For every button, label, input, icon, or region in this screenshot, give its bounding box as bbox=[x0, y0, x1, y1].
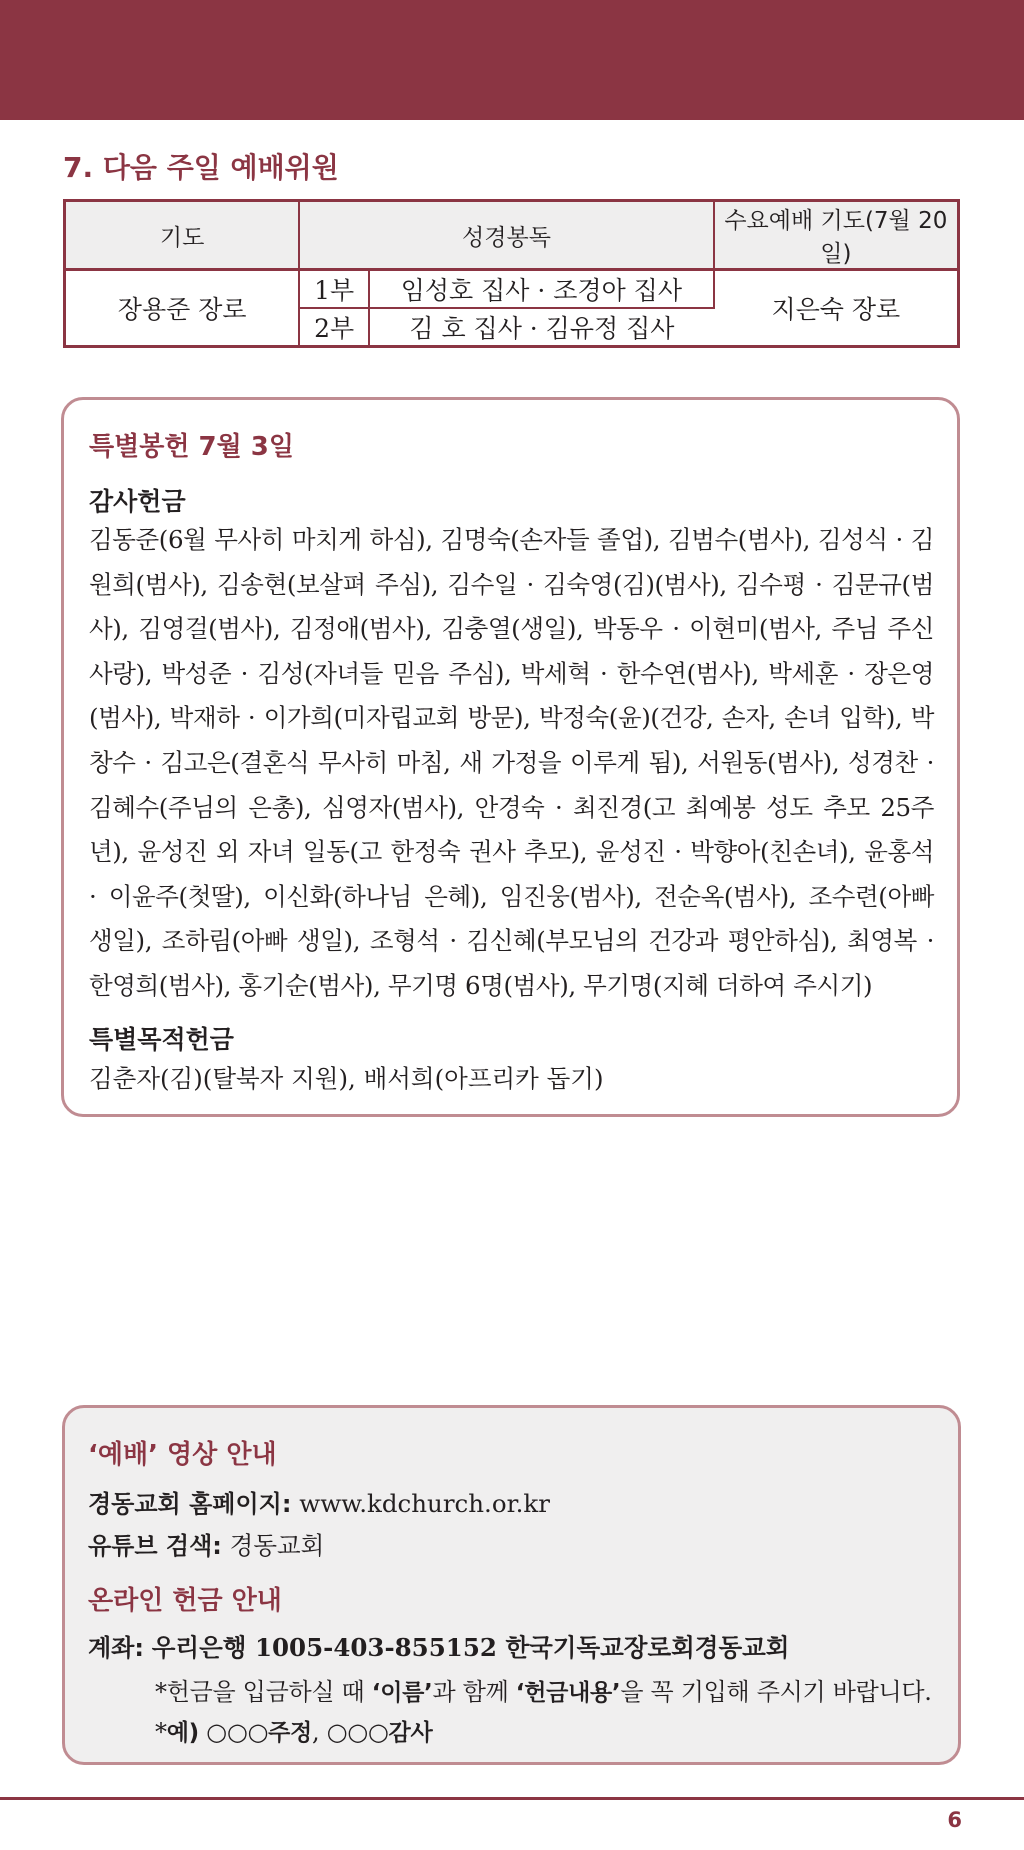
note1-part-c: 과 함께 bbox=[432, 1678, 516, 1706]
header-wednesday-prayer: 수요예배 기도(7월 20일) bbox=[714, 201, 959, 270]
example-note bbox=[155, 1714, 432, 1747]
youtube-label: 유튜브 검색: bbox=[88, 1532, 222, 1560]
note1-name-emphasis: ‘이름’ bbox=[371, 1680, 433, 1706]
online-guide-box bbox=[62, 1405, 961, 1765]
note1-part-a: *헌금을 입금하실 때 bbox=[155, 1678, 372, 1706]
thanks-offering-list: 김동준(6월 무사히 마치게 하심), 김명숙(손자들 졸업), 김범수(범사), 김성식 · 김원희(범사), 김송현(보살펴 주심), 김수일 · 김숙영(김)(범사), 김수평 · 김문규(범사), 김영걸(범사), 김정애(범사), 김충열(생일), 박동우 · 이현미(범사, 주님 주신 사랑), 박성준 · 김성(자녀들 믿음 주심), 박세혁 · 한수연(범사), 박세훈 · 장은영(범사), 박재하 · 이가희(미자립교회 방문), 박정숙(윤)(건강, 손자, 손녀 입학), 박창수 · 김고은(결혼식 무사히 마침, 새 가정을 이루게 됨), 서원동(범사), 성경찬 · 김혜수(주님의 은총), 심영자(범사), 안경숙 · 최진경(고 최예봉 성도 추모 25주년), 윤성진 외 자녀 일동(고 한정숙 권사 추모), 윤성진 · 박향아(친손녀), 윤홍석 · 이윤주(첫딸), 이신화(하나님 은혜), 임진웅(범사), 전순옥(범사), 조수련(아빠 생일), 조하림(아빠 생일), 조형석 · 김신혜(부모님의 건강과 평안하심), 최영복 · 한영희(범사), 홍기순(범사), 무기명 6명(범사), 무기명(지혜 더하여 주시기) bbox=[89, 525, 934, 1000]
account-label: 계좌: bbox=[88, 1634, 144, 1662]
special-purpose-list: 김춘자(김)(탈북자 지원), 배서희(아프리카 돕기) bbox=[89, 1064, 604, 1093]
wednesday-leader: 지은숙 장로 bbox=[771, 295, 901, 324]
readers-part-1: 임성호 집사 · 조경아 집사 bbox=[369, 270, 714, 309]
special-offering-box bbox=[61, 397, 960, 1117]
header-reading: 성경봉독 bbox=[299, 201, 713, 270]
note2-part-c: ○○○ bbox=[198, 1718, 269, 1746]
note2-example-1: 주정 bbox=[268, 1720, 312, 1746]
account-value: 우리은행 1005-403-855152 한국기독교장로회경동교회 bbox=[151, 1633, 790, 1662]
service-part-1: 1부 bbox=[299, 270, 369, 309]
online-offering-title: 온라인 헌금 안내 bbox=[88, 1586, 282, 1616]
note2-part-a: * bbox=[155, 1718, 167, 1746]
readers-part-2: 김 호 집사 · 김유정 집사 bbox=[409, 314, 675, 343]
note1-content-emphasis: ‘헌금내용’ bbox=[515, 1680, 621, 1706]
special-purpose-heading: 특별목적헌금 bbox=[89, 1025, 234, 1054]
homepage-line bbox=[88, 1484, 550, 1519]
worship-roster-table bbox=[63, 199, 960, 348]
header-prayer: 기도 bbox=[65, 201, 300, 270]
video-guide-title: ‘예배’ 영상 안내 bbox=[88, 1440, 277, 1470]
service-part-2: 2부 bbox=[299, 308, 369, 347]
prayer-leader: 장용준 장로 bbox=[65, 270, 300, 347]
section-title: 7. 다음 주일 예배위원 bbox=[63, 151, 339, 184]
footer-rule bbox=[0, 1797, 1024, 1800]
note2-part-e: , ○○○ bbox=[311, 1718, 389, 1746]
page-number: 6 bbox=[947, 1808, 962, 1832]
youtube-value: 경동교회 bbox=[229, 1531, 325, 1560]
note2-example-label: 예) bbox=[166, 1720, 199, 1746]
note1-part-e: 을 꼭 기입해 주시기 바랍니다. bbox=[620, 1678, 932, 1706]
homepage-label: 경동교회 홈페이지: bbox=[88, 1490, 292, 1518]
thanks-offering-heading: 감사헌금 bbox=[89, 487, 186, 516]
deposit-note bbox=[155, 1672, 932, 1707]
note2-example-2: 감사 bbox=[388, 1720, 433, 1746]
youtube-line bbox=[88, 1526, 324, 1562]
account-line bbox=[88, 1628, 789, 1664]
offering-title: 특별봉헌 7월 3일 bbox=[89, 432, 294, 462]
header-band bbox=[0, 0, 1024, 120]
homepage-url[interactable]: www.kdchurch.or.kr bbox=[299, 1489, 550, 1518]
